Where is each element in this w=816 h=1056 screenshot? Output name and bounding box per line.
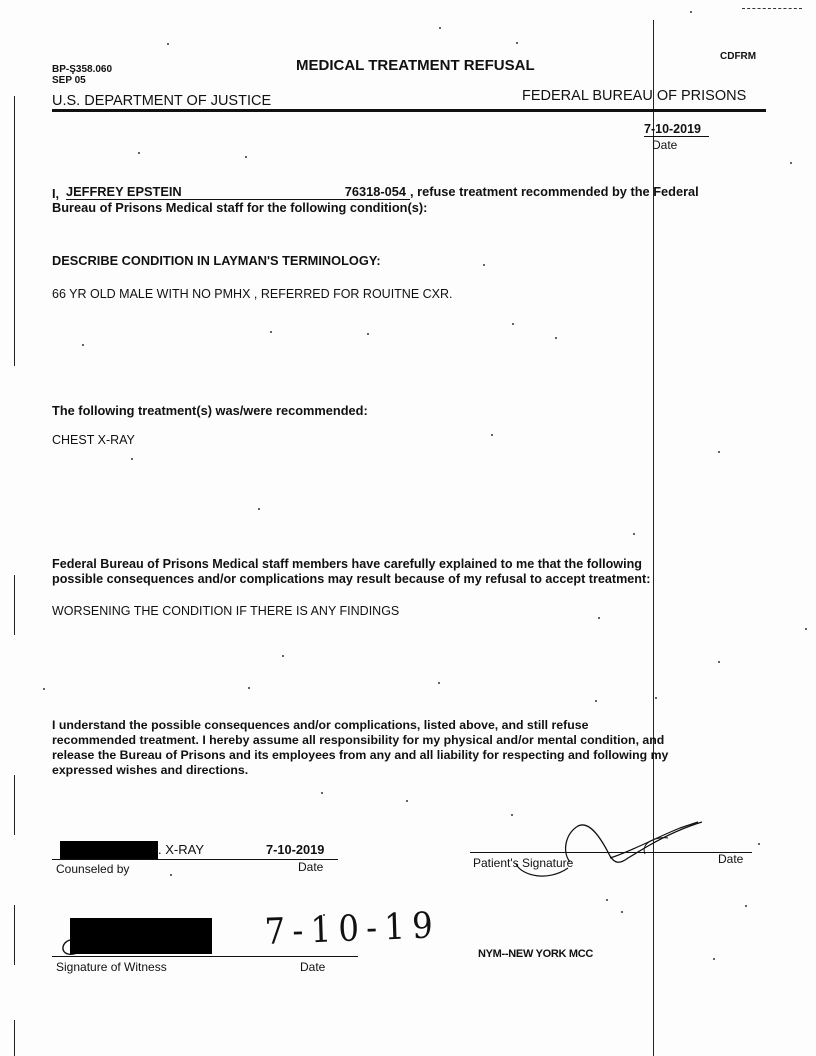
consequences-text: WORSENING THE CONDITION IF THERE IS ANY FINDINGS: [52, 604, 400, 618]
form-date-label: Date: [652, 138, 678, 152]
witness-date-label: Date: [300, 960, 326, 974]
acknowledgement-paragraph: [52, 718, 668, 778]
institution-name: NYM--NEW YORK MCC: [478, 948, 594, 960]
witness-handwritten-date: 7-10-19: [264, 905, 441, 953]
consequences-paragraph: [52, 557, 650, 587]
scan-line-left-4: [14, 905, 15, 965]
patient-name: JEFFREY EPSTEIN: [66, 184, 306, 200]
bureau-name: FEDERAL BUREAU OF PRISONS: [522, 88, 747, 104]
counselor-suffix: . X-RAY: [158, 842, 204, 857]
scan-line-right: [653, 20, 654, 1056]
scan-line-left-3: [14, 775, 15, 835]
counselor-date: 7-10-2019: [266, 842, 325, 857]
form-date-value: 7-10-2019: [644, 122, 709, 137]
witness-name-redaction: [70, 918, 212, 954]
form-title: MEDICAL TREATMENT REFUSAL: [296, 57, 535, 74]
patient-signature-scribble: [470, 812, 720, 882]
ack-line-3: release the Bureau of Prisons and its employees from any and all liability for respecting and following my: [52, 748, 669, 762]
header-rule: [52, 109, 766, 112]
scan-line-left-1: [14, 96, 15, 366]
counselor-label: Counseled by: [56, 862, 130, 876]
scan-line-left-2: [14, 575, 15, 635]
patient-signature-label: Patient's Signature: [473, 856, 574, 870]
refusal-prefix: I,: [52, 186, 60, 201]
condition-text: 66 YR OLD MALE WITH NO PMHX , REFERRED FOR ROUITNE CXR.: [52, 287, 453, 301]
refusal-text-line2: Bureau of Prisons Medical staff for the following condition(s):: [52, 200, 428, 215]
patient-signature-line: [470, 852, 752, 853]
register-number: 76318-054: [306, 184, 410, 200]
witness-signature-line: [52, 956, 358, 957]
scan-dash-top-right: [742, 8, 802, 9]
patient-date-label: Date: [718, 852, 744, 866]
treatment-text: CHEST X-RAY: [52, 433, 135, 447]
form-revision-date: SEP 05: [52, 75, 86, 86]
form-tag: CDFRM: [720, 51, 757, 62]
department-name: U.S. DEPARTMENT OF JUSTICE: [52, 93, 272, 109]
ack-line-4: expressed wishes and directions.: [52, 763, 249, 777]
witness-label: Signature of Witness: [56, 960, 167, 974]
consequences-line2: possible consequences and/or complications may result because of my refusal to accept treatment:: [52, 572, 651, 586]
consequences-line1: Federal Bureau of Prisons Medical staff members have carefully explained to me that the following: [52, 557, 642, 571]
form-code: BP-S358.060: [52, 64, 113, 75]
refusal-text-line1: , refuse treatment recommended by the Federal: [410, 184, 699, 199]
condition-heading: DESCRIBE CONDITION IN LAYMAN'S TERMINOLOGY:: [52, 253, 381, 268]
counselor-signature-line: [52, 859, 338, 860]
ack-line-1: I understand the possible consequences and/or complications, listed above, and still refuse: [52, 718, 589, 732]
scan-line-left-5: [14, 1020, 15, 1056]
ack-line-2: recommended treatment. I hereby assume all responsibility for my physical and/or mental condition, and: [52, 733, 665, 747]
counselor-name-redaction: [60, 841, 158, 859]
counselor-date-label: Date: [298, 860, 324, 874]
treatment-heading: The following treatment(s) was/were recommended:: [52, 403, 368, 418]
